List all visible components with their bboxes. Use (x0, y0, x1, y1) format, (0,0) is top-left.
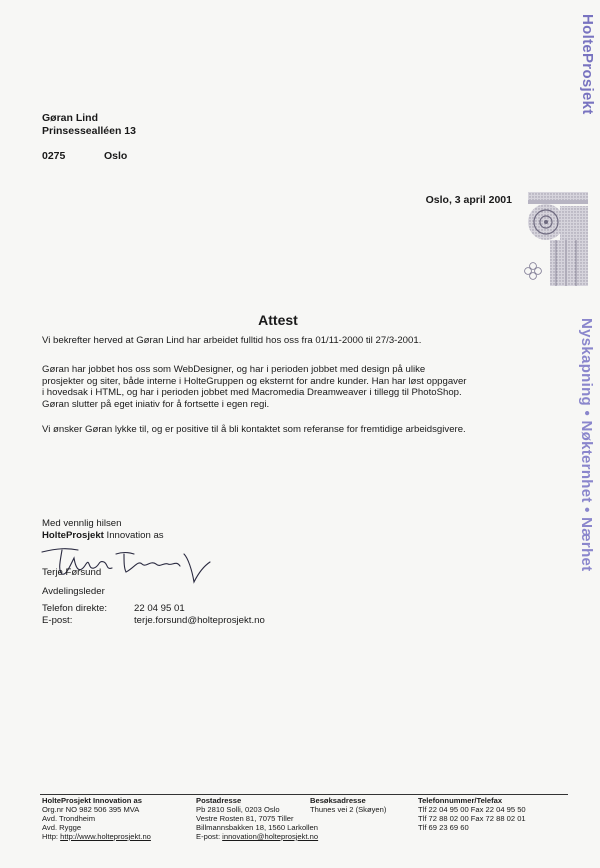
footer-company-column (42, 796, 151, 841)
letter-date: Oslo, 3 april 2001 (425, 194, 512, 206)
footer-line: Billmannsbakken 18, 1560 Larkollen (196, 823, 319, 832)
slogan-text: Nyskapning • Nøkternhet • Nærhet (578, 318, 595, 572)
letter-title: Attest (258, 312, 298, 328)
recipient-postcode: 0275 (42, 150, 66, 162)
signer-name: Terje Førsund (42, 567, 102, 578)
footer-company-head: HolteProsjekt Innovation as (42, 796, 143, 805)
footer-visit-column (310, 796, 386, 814)
footer-phone-column (418, 796, 526, 832)
footer-line: Thunes vei 2 (Skøyen) (310, 805, 387, 814)
footer-email-label: E-post: (196, 832, 223, 841)
footer-line: Tlf 69 23 69 60 (418, 823, 469, 832)
footer-line (196, 832, 318, 841)
footer-postal-head: Postadresse (196, 796, 242, 805)
closing-company-suffix: Innovation as (103, 530, 164, 541)
phone-label: Telefon direkte: (42, 603, 108, 614)
paragraph-line: Gøran har jobbet hos oss som WebDesigner, og har i perioden jobbet med design på ulike (42, 364, 426, 375)
recipient-street: Prinsessealléen 13 (42, 125, 136, 137)
footer-line: Tlf 72 88 02 00 Fax 72 88 02 01 (418, 814, 526, 823)
footer-line: Vestre Rosten 81, 7075 Tiller (196, 814, 294, 823)
footer-email-link[interactable]: innovation@holteprosjekt.no (222, 832, 319, 841)
paragraph-employment (42, 335, 542, 347)
footer-line: Pb 2810 Solli, 0203 Oslo (196, 805, 280, 814)
email-address[interactable]: terje.forsund@holteprosjekt.no (134, 615, 265, 626)
recipient-city: Oslo (104, 150, 128, 162)
paragraph-line: prosjekter og siter, både interne i HolteGruppen og eksternt for andre kunder. Han har løst oppgaver (42, 375, 467, 387)
paragraph-line: Vi bekrefter herved at Gøran Lind har arbeidet fulltid hos oss fra 01/11-2000 til 27/3-2001. (42, 335, 422, 346)
footer-divider (40, 794, 568, 795)
footer-line: Avd. Rygge (42, 823, 82, 832)
footer-http-label: Http: (42, 832, 61, 841)
paragraph-line: i hovedsak i HTML, og har i perioden jobbet med Macromedia Dreamweaver i tillegg til PhotoShop. (42, 387, 462, 398)
email-label: E-post: (42, 615, 73, 626)
brand-logo-text: HolteProsjekt (579, 14, 596, 115)
signer-position: Avdelingsleder (42, 586, 105, 597)
paragraph-description (42, 364, 542, 410)
footer-line: Org.nr NO 982 506 395 MVA (42, 805, 140, 814)
paragraph-line: Vi ønsker Gøran lykke til, og er positive til å bli kontaktet som referanse for fremtidige arbeidsgivere. (42, 424, 466, 435)
footer-phone-head: Telefonnummer/Telefax (418, 796, 503, 805)
footer-line: Avd. Trondheim (42, 814, 96, 823)
paragraph-wishes (42, 424, 542, 436)
phone-number: 22 04 95 01 (134, 603, 185, 614)
footer-line (42, 832, 151, 841)
closing-company-brand: HolteProsjekt (42, 530, 104, 541)
recipient-name: Gøran Lind (42, 112, 98, 124)
footer-line: Tlf 22 04 95 00 Fax 22 04 95 50 (418, 805, 526, 814)
column-illustration-icon (520, 190, 590, 286)
closing-greeting: Med vennlig hilsen (42, 518, 122, 529)
paragraph-line: Gøran slutter på eget iniativ for å fortsette i egen regi. (42, 398, 270, 410)
footer-website-link[interactable]: http://www.holteprosjekt.no (60, 832, 151, 841)
footer-postal-column (196, 796, 318, 841)
footer-visit-head: Besøksadresse (310, 796, 366, 805)
handwritten-signature-icon (38, 540, 218, 592)
